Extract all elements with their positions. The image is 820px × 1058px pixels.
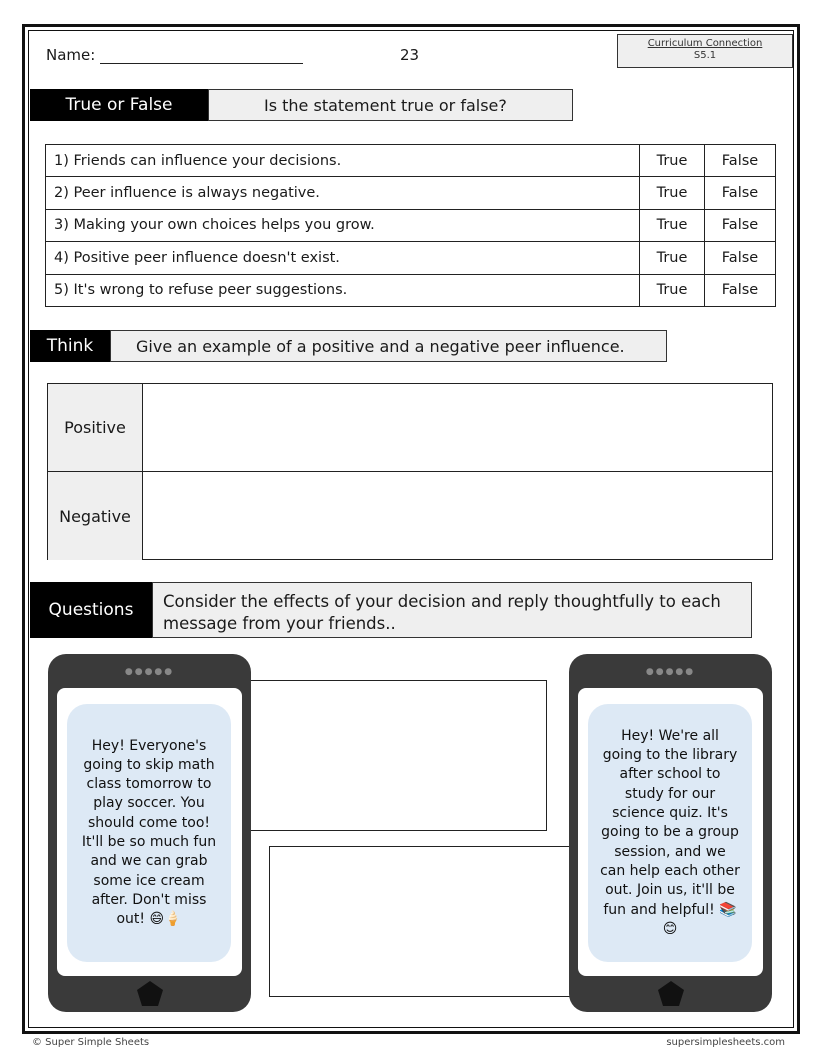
think-table	[47, 383, 773, 560]
negative-answer-area[interactable]	[143, 472, 772, 560]
table-row	[46, 177, 776, 209]
true-option[interactable]: True	[640, 274, 705, 306]
reply-box-left[interactable]	[249, 680, 547, 831]
false-option[interactable]: False	[705, 274, 776, 306]
curriculum-connection-box	[617, 34, 793, 68]
questions-instruction: Consider the effects of your decision and reply thoughtfully to each message from your friends..	[152, 582, 752, 638]
table-row	[46, 274, 776, 306]
message-bubble-right: Hey! We're all going to the library after school to study for our science quiz. It's going to be a group session, and we can help each other out. Join us, it'll be fun and helpful! 📚😊	[588, 704, 752, 962]
positive-label: Positive	[48, 384, 143, 471]
false-option[interactable]: False	[705, 209, 776, 241]
true-false-header	[30, 89, 573, 121]
statement-cell: 1) Friends can influence your decisions.	[46, 145, 640, 177]
curriculum-title: Curriculum Connection	[647, 38, 763, 49]
curriculum-code: S5.1	[693, 50, 717, 61]
footer-copyright: © Super Simple Sheets	[32, 1037, 150, 1048]
true-false-tag: True or False	[30, 89, 208, 121]
table-row	[46, 242, 776, 274]
table-row	[46, 209, 776, 241]
true-option[interactable]: True	[640, 242, 705, 274]
home-button-icon	[135, 979, 165, 1009]
message-bubble-left: Hey! Everyone's going to skip math class tomorrow to play soccer. You should come too! It'll be so much fun and we can grab some ice cream after. Don't miss out! 😄🍦	[67, 704, 231, 962]
positive-row	[48, 384, 772, 472]
false-option[interactable]: False	[705, 242, 776, 274]
true-option[interactable]: True	[640, 145, 705, 177]
negative-label: Negative	[48, 472, 143, 560]
page-number: 23	[400, 46, 420, 64]
questions-header	[30, 582, 752, 638]
reply-box-right[interactable]	[269, 846, 572, 997]
think-header	[30, 330, 667, 362]
false-option[interactable]: False	[705, 177, 776, 209]
true-option[interactable]: True	[640, 177, 705, 209]
statement-cell: 5) It's wrong to refuse peer suggestions.	[46, 274, 640, 306]
phone-right	[569, 654, 772, 1012]
name-label: Name:	[46, 46, 96, 64]
true-option[interactable]: True	[640, 209, 705, 241]
speaker-dots: ●●●●●	[124, 667, 175, 677]
table-row	[46, 145, 776, 177]
true-false-instruction: Is the statement true or false?	[208, 89, 573, 121]
phone-left	[48, 654, 251, 1012]
statement-cell: 4) Positive peer influence doesn't exist.	[46, 242, 640, 274]
think-tag: Think	[30, 330, 110, 362]
negative-row	[48, 472, 772, 560]
true-false-table	[45, 144, 776, 307]
statement-cell: 3) Making your own choices helps you grow.	[46, 209, 640, 241]
footer-website[interactable]: supersimplesheets.com	[666, 1037, 785, 1048]
home-button-icon	[656, 979, 686, 1009]
name-field-line[interactable]	[100, 63, 303, 64]
speaker-dots: ●●●●●	[645, 667, 696, 677]
statement-cell: 2) Peer influence is always negative.	[46, 177, 640, 209]
false-option[interactable]: False	[705, 145, 776, 177]
positive-answer-area[interactable]	[143, 384, 772, 471]
think-instruction: Give an example of a positive and a negative peer influence.	[110, 330, 667, 362]
questions-tag: Questions	[30, 582, 152, 638]
phone-screen	[578, 688, 763, 976]
phone-screen	[57, 688, 242, 976]
